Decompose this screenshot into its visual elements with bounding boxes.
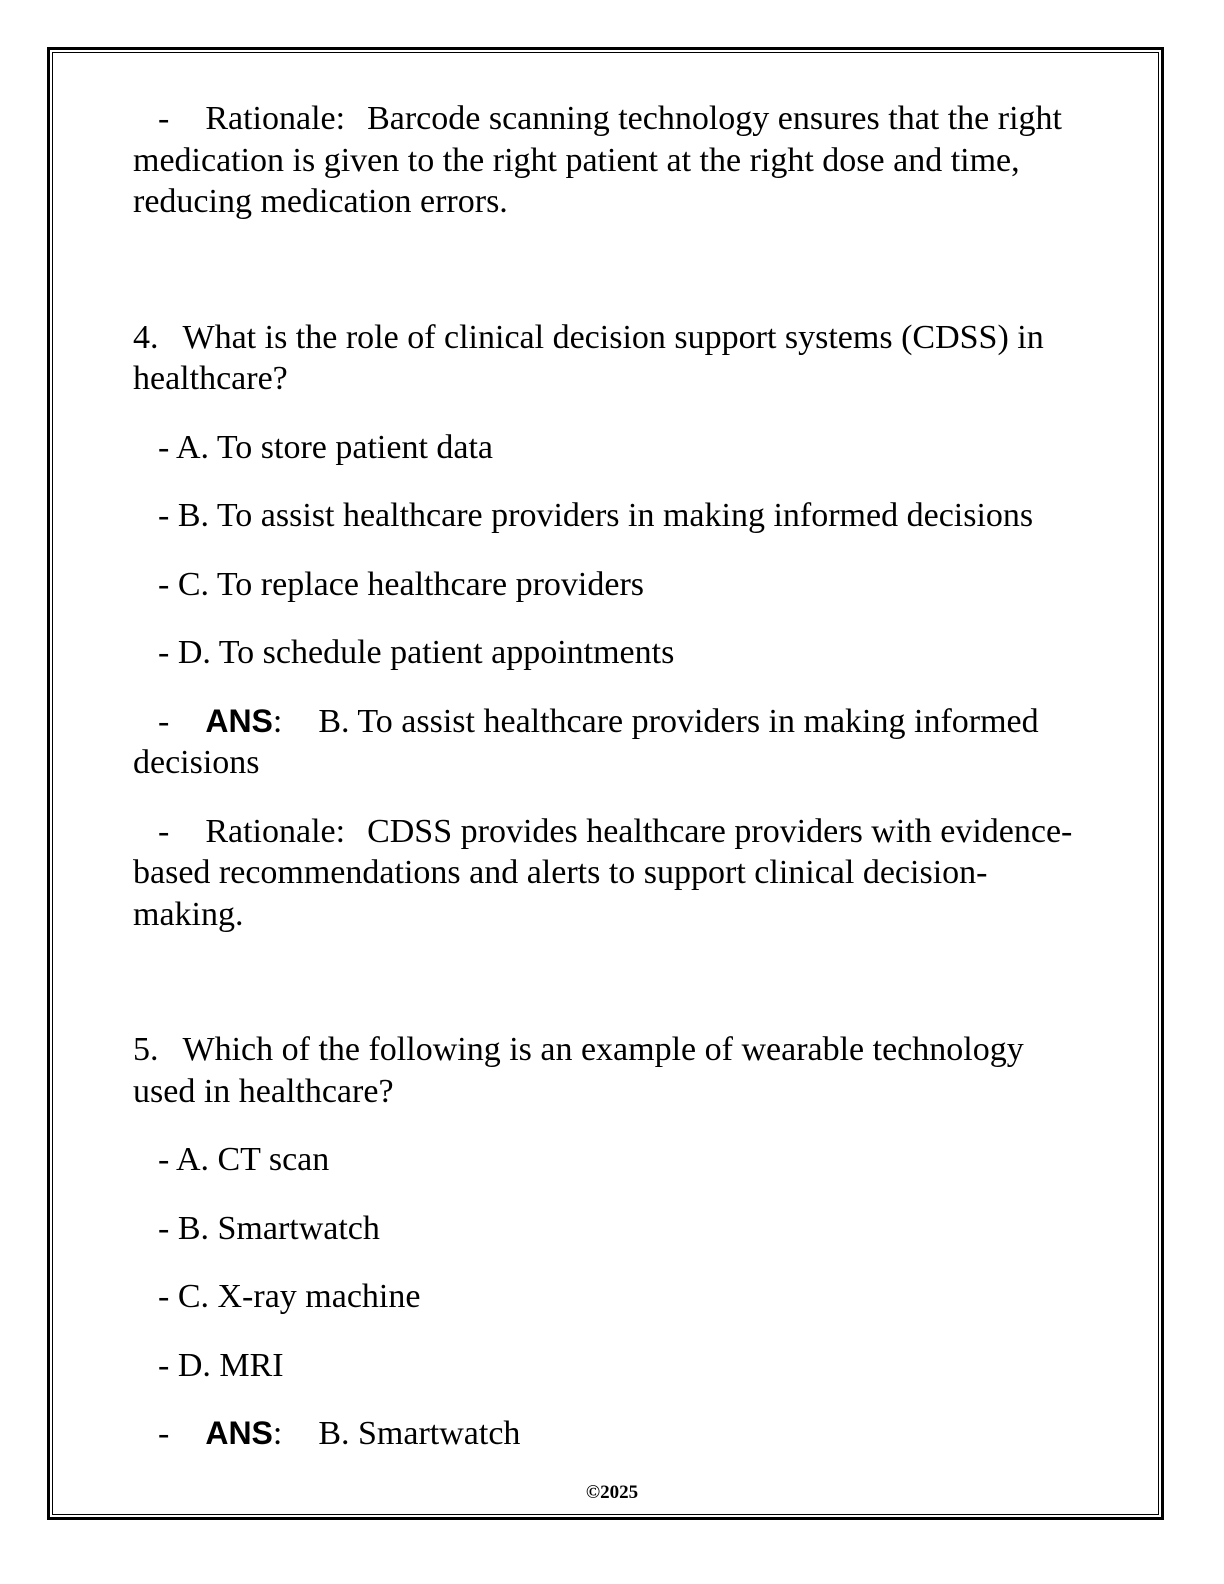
option-a: - A. CT scan (158, 1141, 330, 1178)
answer-colon: : (272, 702, 283, 740)
copyright-footer: ©2025 (585, 1482, 639, 1503)
question-5 (133, 1029, 1093, 1112)
answer-label: ANS (205, 1415, 273, 1451)
option-a: - A. To store patient data (158, 428, 494, 466)
rationale-q4 (133, 811, 1093, 936)
rationale-text: Barcode scanning technology ensures that the right medication is given to the right patient at the right dose and time, reducing medication errors. (133, 100, 1062, 220)
rationale-dash: - (158, 100, 170, 137)
question-number: 4. (133, 318, 159, 356)
option-c: - C. To replace healthcare providers (158, 565, 644, 603)
answer-q5 (133, 1413, 1093, 1455)
question-number: 5. (133, 1031, 159, 1068)
rationale-text: CDSS provides healthcare providers with evidence-based recommendations and alerts to support clinical decision-making. (133, 812, 1073, 933)
option-b: - B. Smartwatch (158, 1209, 380, 1247)
option-d: - D. To schedule patient appointments (158, 634, 675, 671)
answer-dash: - (158, 1415, 170, 1452)
answer-colon: : (272, 1415, 283, 1452)
option-c: - C. X-ray machine (158, 1278, 421, 1315)
answer-text: B. To assist healthcare providers in making informed decisions (133, 702, 1039, 781)
answer-dash: - (158, 702, 170, 740)
answer-text: B. Smartwatch (318, 1415, 521, 1452)
option-b: - B. To assist healthcare providers in making informed decisions (158, 497, 1034, 534)
rationale-label: Rationale: (205, 100, 346, 137)
question-text: Which of the following is an example of wearable technology used in healthcare? (133, 1031, 1024, 1110)
rationale-label: Rationale: (205, 812, 346, 850)
question-text: What is the role of clinical decision support systems (CDSS) in healthcare? (133, 318, 1044, 397)
answer-label: ANS (205, 702, 273, 739)
rationale-q3 (133, 98, 1093, 223)
rationale-dash: - (158, 812, 170, 850)
answer-q4 (133, 701, 1093, 784)
question-4 (133, 317, 1093, 400)
page-content (133, 98, 1093, 1455)
option-d: - D. MRI (158, 1346, 284, 1384)
